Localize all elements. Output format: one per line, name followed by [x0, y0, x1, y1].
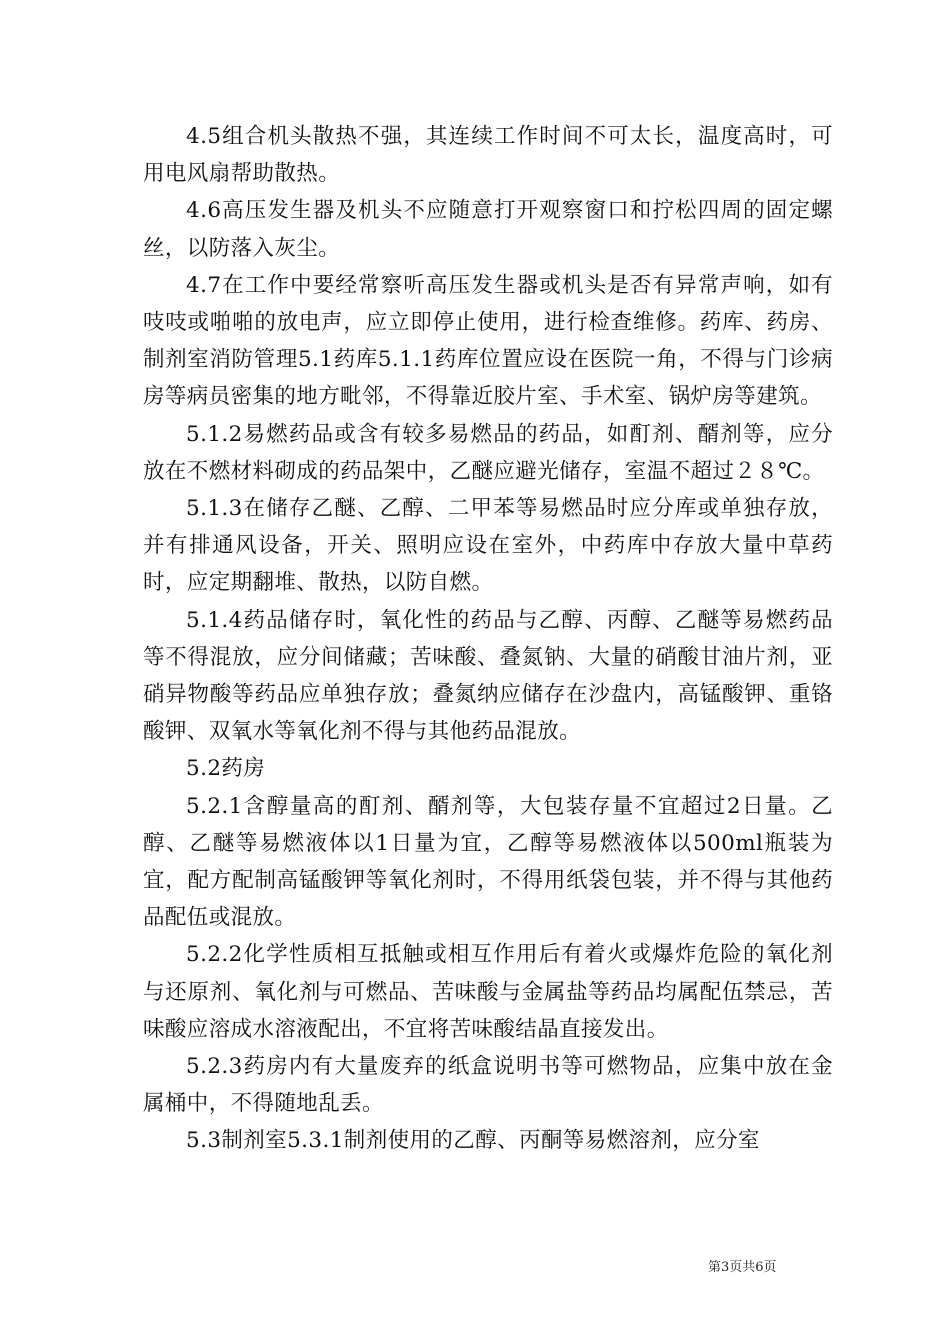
paragraph-5-1-3: 5.1.3在储存乙醚、乙醇、二甲苯等易燃品时应分库或单独存放，并有排通风设备，开关、照明应设在室外，中药库中存放大量中草药时，应定期翻堆、散热，以防自燃。 — [143, 496, 833, 596]
paragraph-5-3: 5.3制剂室5.3.1制剂使用的乙醇、丙酮等易燃溶剂，应分室 — [186, 1128, 760, 1154]
paragraph-4-6: 4.6高压发生器及机头不应随意打开观察窗口和拧松四周的固定螺丝，以防落入灰尘。 — [143, 198, 833, 261]
paragraph-5-1-2: 5.1.2易燃药品或含有较多易燃品的药品，如酊剂、醑剂等，应分放在不燃材料砌成的药品架中，乙醚应避光储存，室温不超过２８℃。 — [143, 421, 833, 484]
section-heading-5-2: 5.2药房 — [186, 756, 266, 782]
paragraph-4-5: 4.5组合机头散热不强，其连续工作时间不可太长，温度高时，可用电风扇帮助散热。 — [143, 124, 833, 187]
paragraph-5-2-1: 5.2.1含醇量高的酊剂、醑剂等，大包装存量不宜超过2日量。乙醇、乙醚等易燃液体以1日量为宜，乙醇等易燃液体以500ml瓶装为宜，配方配制高锰酸钾等氧化剂时，不得用纸袋包装，并不得与其他药品配伍或混放。 — [143, 793, 833, 931]
page-number: 第3页共6页 — [708, 1260, 777, 1275]
paragraph-5-2-3: 5.2.3药房内有大量废弃的纸盒说明书等可燃物品，应集中放在金属桶中，不得随地乱丢。 — [143, 1054, 833, 1117]
paragraph-5-2-2: 5.2.2化学性质相互抵触或相互作用后有着火或爆炸危险的氧化剂与还原剂、氧化剂与可燃品、苦味酸与金属盐等药品均属配伍禁忌，苦味酸应溶成水溶液配出，不宜将苦味酸结晶直接发出。 — [143, 942, 833, 1042]
paragraph-5-1-4: 5.1.4药品储存时，氧化性的药品与乙醇、丙醇、乙醚等易燃药品等不得混放，应分间储藏；苦味酸、叠氮钠、大量的硝酸甘油片剂，亚硝异物酸等药品应单独存放；叠氮纳应储存在沙盘内，高锰酸钾、重铬酸钾、双氧水等氧化剂不得与其他药品混放。 — [143, 607, 833, 745]
paragraph-4-7: 4.7在工作中要经常察听高压发生器或机头是否有异常声响，如有吱吱或啪啪的放电声，应立即停止使用，进行检查维修。药库、药房、制剂室消防管理5.1药库5.1.1药库位置应设在医院一角，不得与门诊病房等病员密集的地方毗邻，不得靠近胶片室、手术室、锅炉房等建筑。 — [143, 272, 833, 410]
document-body — [143, 118, 833, 1160]
